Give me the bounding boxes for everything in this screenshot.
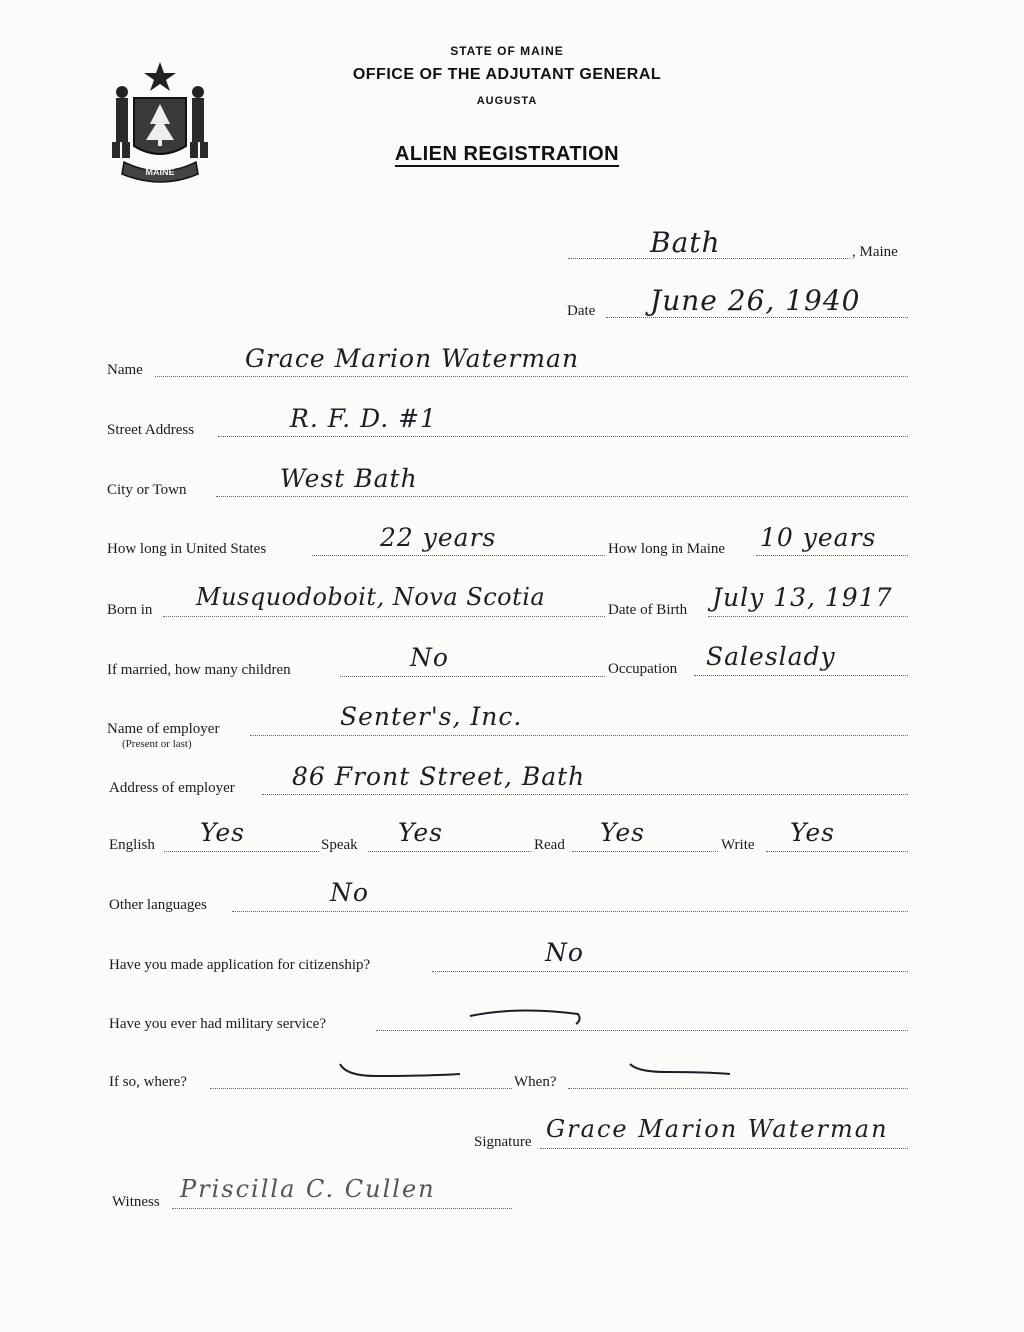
where-label: If so, where? — [109, 1074, 187, 1090]
born-in-line — [163, 616, 605, 617]
street-value: R. F. D. #1 — [290, 404, 437, 433]
how-long-us-value: 22 years — [380, 523, 497, 552]
occupation-line — [694, 675, 908, 676]
military-label: Have you ever had military service? — [109, 1016, 326, 1032]
born-in-label: Born in — [107, 602, 153, 618]
city-town-value: West Bath — [280, 464, 418, 493]
occupation-label: Occupation — [608, 661, 678, 677]
header-city: AUGUSTA — [476, 95, 538, 107]
speak-label: Speak — [321, 837, 358, 853]
employer-address-value: 86 Front Street, Bath — [292, 762, 586, 791]
signature-value: Grace Marion Waterman — [546, 1115, 889, 1143]
employer-note: (Present or last) — [122, 738, 192, 750]
witness-label: Witness — [112, 1194, 160, 1210]
town-value: Bath — [650, 226, 721, 259]
born-in-value: Musquodoboit, Nova Scotia — [196, 583, 546, 611]
english-label: English — [109, 837, 155, 853]
maine-label: , Maine — [852, 244, 898, 260]
seal-banner-text: MAINE — [145, 167, 175, 177]
witness-value: Priscilla C. Cullen — [180, 1175, 436, 1203]
military-dash-mark — [468, 1000, 588, 1030]
employer-name-line — [250, 735, 908, 736]
how-long-maine-label: How long in Maine — [608, 541, 726, 557]
employer-name-value: Senter's, Inc. — [340, 702, 523, 731]
english-line — [164, 851, 319, 852]
read-label: Read — [534, 837, 565, 853]
date-of-birth-value: July 13, 1917 — [712, 583, 893, 612]
children-label: If married, how many children — [107, 662, 291, 678]
english-value: Yes — [200, 818, 245, 847]
occupation-value: Saleslady — [706, 642, 836, 671]
when-line — [568, 1088, 908, 1089]
name-label: Name — [107, 362, 143, 378]
how-long-maine-value: 10 years — [760, 523, 877, 552]
city-town-label: City or Town — [107, 482, 187, 498]
other-languages-label: Other languages — [109, 897, 207, 913]
children-line — [340, 676, 605, 677]
where-line — [210, 1088, 512, 1089]
when-dash-mark — [626, 1056, 736, 1086]
name-line — [155, 376, 908, 377]
how-long-us-label: How long in United States — [107, 541, 267, 557]
employer-address-label: Address of employer — [109, 780, 235, 796]
citizenship-value: No — [545, 938, 584, 967]
header-state: STATE OF MAINE — [450, 44, 564, 58]
speak-line — [368, 851, 531, 852]
children-value: No — [410, 643, 449, 672]
street-line — [218, 436, 908, 437]
date-value: June 26, 1940 — [650, 284, 861, 317]
city-town-line — [216, 496, 908, 497]
citizenship-label: Have you made application for citizenship? — [109, 957, 371, 973]
write-value: Yes — [790, 818, 835, 847]
header-office: OFFICE OF THE ADJUTANT GENERAL — [352, 66, 662, 83]
signature-label: Signature — [474, 1134, 532, 1150]
read-value: Yes — [600, 818, 645, 847]
witness-line — [172, 1208, 512, 1209]
when-label: When? — [514, 1074, 557, 1090]
read-line — [572, 851, 718, 852]
date-of-birth-line — [708, 616, 908, 617]
where-dash-mark — [336, 1058, 466, 1088]
form-title: ALIEN REGISTRATION — [394, 143, 620, 165]
signature-line — [540, 1148, 908, 1149]
how-long-us-line — [312, 555, 605, 556]
write-line — [766, 851, 908, 852]
citizenship-line — [432, 971, 908, 972]
street-label: Street Address — [107, 422, 195, 438]
how-long-maine-line — [756, 555, 908, 556]
name-value: Grace Marion Waterman — [245, 344, 580, 373]
speak-value: Yes — [398, 818, 443, 847]
date-of-birth-label: Date of Birth — [608, 602, 688, 618]
military-line — [376, 1030, 908, 1031]
other-languages-line — [232, 911, 908, 912]
write-label: Write — [721, 837, 755, 853]
date-label: Date — [567, 303, 596, 319]
employer-address-line — [262, 794, 908, 795]
other-languages-value: No — [330, 878, 369, 907]
date-line — [606, 317, 908, 318]
employer-name-label: Name of employer — [107, 721, 220, 737]
